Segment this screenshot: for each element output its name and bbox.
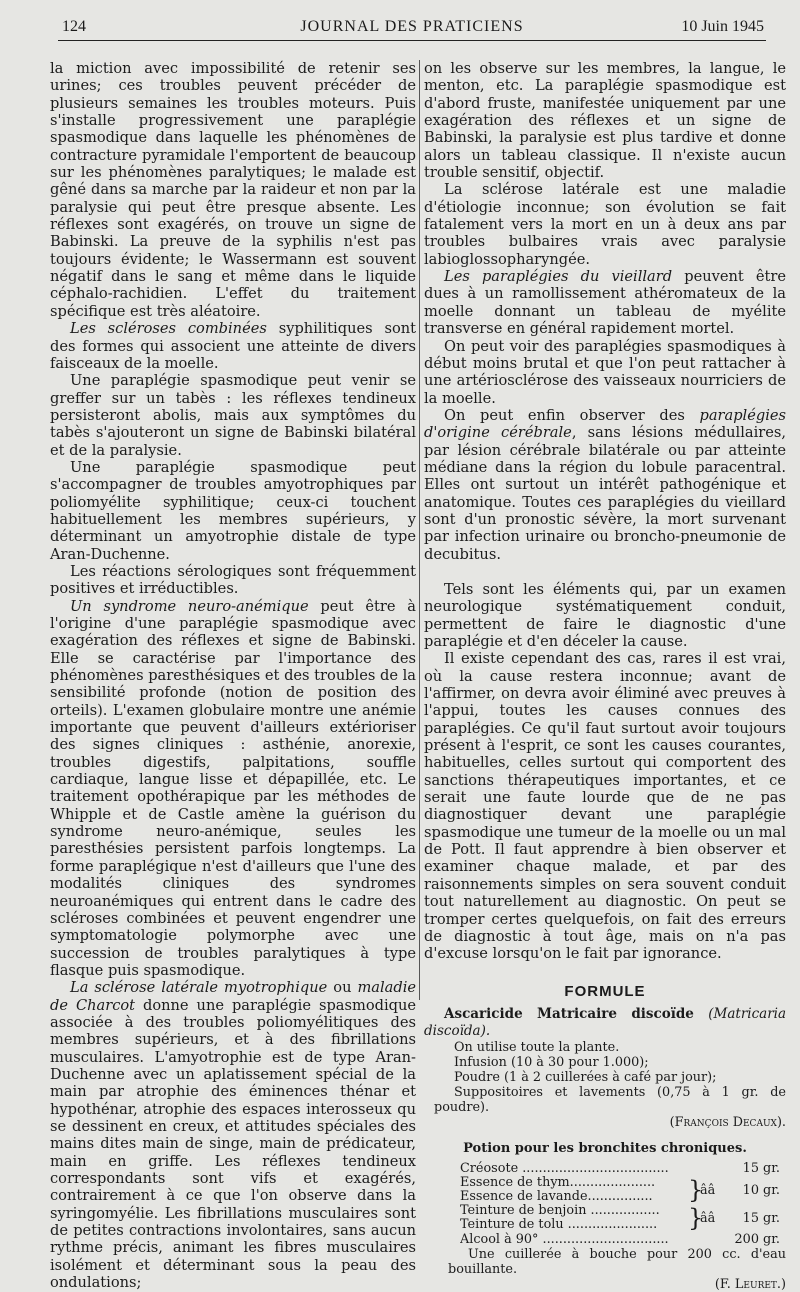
paragraph: la miction avec impossibilité de retenir ses urines; ces troubles peuvent précéder de plusieurs semaines les troubles moteurs. Puis s'installe progressivement une paraplégie spasmodique dans laquelle les phénomènes de contracture pyramidale l'emportent de beaucoup sur les phénomènes paralytiques; le malade est gêné dans sa marche par la raideur et non par la paralysie qui peut être presque absente. Les réflexes sont exagérés, on trouve un signe de Babinski. La preuve de la syphilis n'est pas toujours évidente; le Wassermann est souvent négatif dans le sang et même dans le liquide céphalo-rachidien. L'effet du traitement spécifique est très aléatoire. [50, 60, 416, 320]
paragraph: On peut enfin observer des paraplégies d'origine cérébrale, sans lésions médullaires, par lésion cérébrale bilatérale ou par atteinte médiane dans la région du lobule paracentral. Elles ont surtout un intérêt pathogénique et anatomique. Toutes ces paraplégies du vieillard sont d'un pronostic sévère, la mort survenant par infection urinaire ou broncho-pneumonie de decubitus. [424, 406, 786, 563]
formule-box [424, 983, 786, 1292]
formule-author: (F. Leuret.) [714, 1277, 786, 1292]
paragraph: on les observe sur les membres, la langue, le menton, etc. La paraplégie spasmodique est d'abord fruste, manifestée uniquement par une exagération des réflexes et un signe de Babinski, la paralysie est plus tardive et donne alors un tableau classique. Il n'existe aucun trouble sensitif, objectif. [424, 60, 786, 182]
paragraph: Les scléroses combinées syphilitiques sont des formes qui associent une atteinte de divers faisceaux de la moelle. [50, 320, 416, 372]
formule-heading: Ascaricide Matricaire discoïde (Matricaria discoïda). [424, 1005, 787, 1039]
spacer [424, 963, 786, 981]
ingredient-name: Essence de thym..................... [460, 1176, 656, 1191]
paragraph: Un syndrome neuro-anémique peut être à l'origine d'une paraplégie spasmodique avec exagération des réflexes et signe de Babinski. Elle se caractérise par l'importance des phénomènes paresthésiques et des troubles de la sensibilité profonde (notion de position des orteils). L'examen globulaire montre une anémie importante que peuvent d'ailleurs extérioriser des signes cliniques : asthénie, anorexie, troubles digestifs, palpitations, souffle cardiaque, langue lisse et dépapillée, etc. Le traitement opothérapique par les méthodes de Whipple et de Castle amène la guérison du syndrome neuro-anémique, seules les paresthésies persistent parfois longtemps. La forme paraplégique n'est d'ailleurs que l'une des modalités cliniques des syndromes neuroanémiques qui entrent dans le cadre des scléroses combinées et peuvent engendrer une symptomatologie polymorphe avec une succession de troubles paralytiques à type flasque puis spasmodique. [50, 597, 416, 979]
formule-line: Infusion (10 à 30 pour 1.000); [454, 1054, 649, 1070]
dosage-line: Une cuillerée à bouche pour 200 cc. d'eau bouillante. [448, 1247, 786, 1278]
formule-line: On utilise toute la plante. [454, 1039, 620, 1055]
ingredient-name: Teinture de tolu ...................... [460, 1218, 658, 1233]
italic-term: paraplégies d'origine cérébrale [424, 406, 786, 442]
italic-term: La sclérose latérale myotrophique [70, 979, 328, 997]
italic-term: maladie de Charcot [50, 979, 417, 1014]
formule-line: Poudre (1 à 2 cuillerées à café par jour); [454, 1069, 717, 1085]
paragraph: Il existe cependant des cas, rares il est vrai, où la cause restera inconnue; avant de l'affirmer, on devra avoir éliminé avec preuves à l'appui, toutes les causes connues des paraplégies. Ce qu'il faut surtout avoir toujours présent à l'esprit, ce sont les causes courantes, habituelles, celles surtout qui comportent des sanctions thérapeutiques importantes, et ce serait une faute lourde que de ne pas diagnostiquer devant une paraplégie spasmodique une tumeur de la moelle ou un mal de Pott. Il faut apprendre à bien observer et examiner chaque malade, et par des raisonnements simples on sera souvent conduit tout naturellement au diagnostic. On peut se tromper certes quelquefois, on fait des erreurs de diagnostic à tout âge, mais on n'a pas d'excuse lorsqu'on le fait par ignorance. [424, 650, 786, 963]
page-number: 124 [62, 18, 86, 35]
ingredient-name: Teinture de benjoin ................. [460, 1204, 660, 1219]
ingredient-group: Essence de thym..................... Essence de lavande................ } ââ 10 gr. [460, 1176, 780, 1205]
paragraph: Les réactions sérologiques sont fréquemment positives et irréductibles. [50, 562, 416, 598]
paragraph: Les paraplégies du vieillard peuvent être dues à un ramollissement athéromateux de la moelle donnant un tableau de myélite transverse en général rapidement mortel. [424, 268, 787, 338]
ingredient-row: Alcool à 90° ............................... 200 gr. [460, 1232, 780, 1248]
spacer [424, 563, 786, 581]
left-column [50, 60, 416, 1291]
italic-term: Un syndrome neuro-anémique [70, 597, 309, 615]
ingredient-group: Teinture de benjoin ................. Teinture de tolu ...................... } ââ 15 gr. [460, 1204, 780, 1233]
running-header [58, 14, 766, 41]
formule-author: (François Decaux). [669, 1114, 786, 1130]
brace-icon: } [688, 1204, 704, 1233]
ana-abbrev: ââ [700, 1182, 716, 1198]
paragraph: On peut voir des paraplégies spasmodiques à début moins brutal et que l'on peut rattacher à une artériosclérose des vaisseaux nourriciers de la moelle. [424, 337, 786, 407]
journal-title: JOURNAL DES PRATICIENS [300, 18, 524, 35]
ana-abbrev: ââ [700, 1210, 716, 1226]
italic-term: Les paraplégies du vieillard [444, 268, 673, 286]
ingredient-name: Essence de lavande................ [460, 1190, 653, 1205]
right-column [424, 60, 786, 1292]
ingredient-row: Créosote .................................... 15 gr. [460, 1161, 780, 1177]
italic-term: Les scléroses combinées [70, 320, 267, 338]
formule-title: FORMULE [564, 982, 646, 1000]
potion-title: Potion pour les bronchites chroniques. [463, 1140, 747, 1156]
column-divider [419, 60, 420, 1000]
paragraph: La sclérose latérale myotrophique ou maladie de Charcot donne une paraplégie spasmodique associée à des troubles poliomyélitiques des membres supérieurs, et à des fibrillations musculaires. L'amyotrophie est de type Aran-Duchenne avec un aplatissement spécial de la main par atrophie des éminences thénar et hypothénar, atrophie des espaces interosseux qu se dessinent en creux, et attitudes spéciales des mains dites main de singe, main de prédicateur, main en griffe. Les réflexes tendineux correspondants sont vifs et exagérés, contrairement à ce que l'on observe dans la syringomyélie. Les fibrillations musculaires sont de petites contractions involontaires, sans aucun rythme précis, animant les fibres musculaires isolément et déterminant sous la peau des ondulations; [50, 979, 417, 1292]
paragraph: Tels sont les éléments qui, par un examen neurologique systématiquement conduit, permettent de faire le diagnostic d'une paraplégie et d'en déceler la cause. [424, 580, 786, 650]
paragraph: Une paraplégie spasmodique peut venir se greffer sur un tabès : les réflexes tendineux persisteront abolis, mais aux symptômes du tabès s'ajouteront un signe de Babinski bilatéral et de la paralysie. [50, 372, 416, 459]
formule-line: Suppositoires et lavements (0,75 à 1 gr. de poudre). [434, 1084, 786, 1115]
paragraph: Une paraplégie spasmodique peut s'accompagner de troubles amyotrophiques par poliomyélite syphilitique; ceux-ci touchent habituellement les membres supérieurs, y déterminant un amyotrophie distale de type Aran-Duchenne. [50, 458, 416, 563]
paragraph: La sclérose latérale est une maladie d'étiologie inconnue; son évolution se fait fatalement vers la mort en un à deux ans par troubles bulbaires vrais avec paralysie labioglossopharyngée. [424, 181, 786, 268]
issue-date: 10 Juin 1945 [681, 18, 764, 35]
brace-icon: } [688, 1176, 704, 1205]
